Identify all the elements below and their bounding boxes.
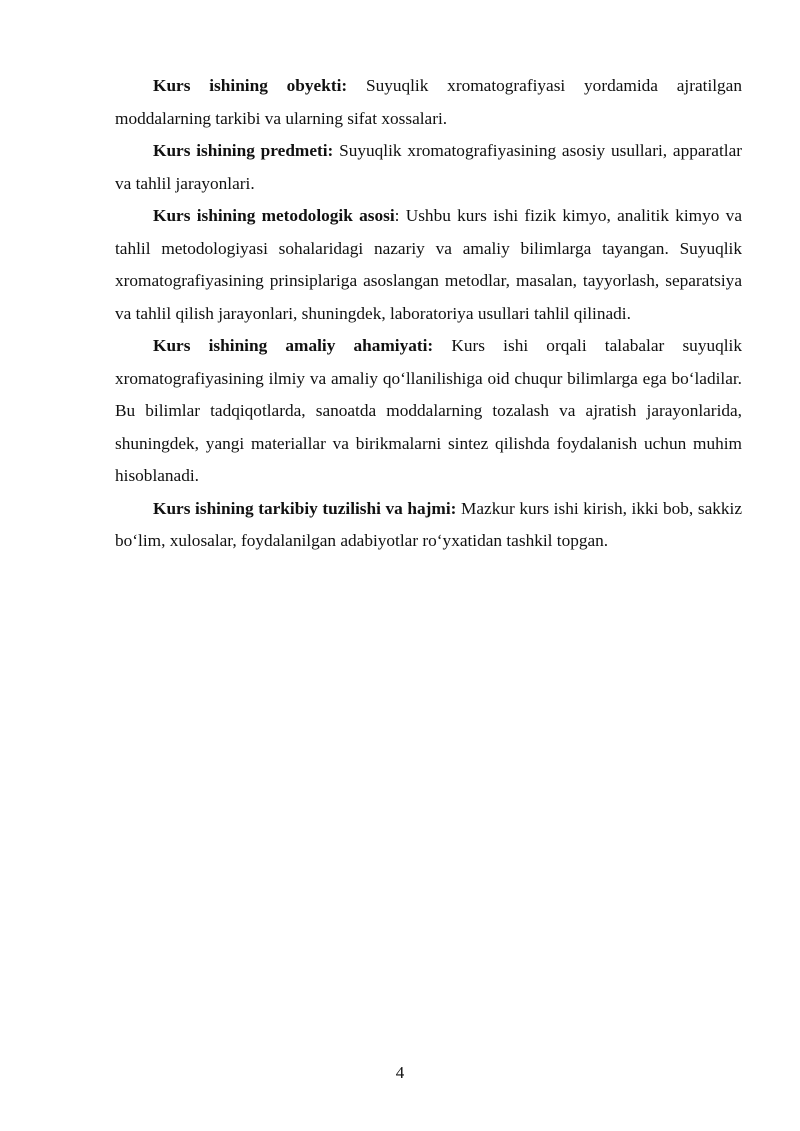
paragraph-text: Suyuqlik xromatografiyasi yordamida ajratilgan moddalarning tarkibi va ularning sifat xossalari. xyxy=(115,76,742,128)
paragraph-structure xyxy=(115,493,742,558)
document-body xyxy=(115,70,742,558)
page-number: 4 xyxy=(395,1063,405,1082)
paragraph-methodology xyxy=(115,200,742,330)
paragraph-practical-significance xyxy=(115,330,742,493)
paragraph-text: Suyuqlik xromatografiyasining asosiy usullari, apparatlar va tahlil jarayonlari. xyxy=(115,141,742,193)
paragraph-label: Kurs ishining predmeti: xyxy=(153,141,334,160)
paragraph-text: Mazkur kurs ishi kirish, ikki bob, sakkiz bo‘lim, xulosalar, foydalanilgan adabiyotlar ro‘yxatidan tashkil topgan. xyxy=(115,498,742,550)
paragraph-label: Kurs ishining obyekti: xyxy=(153,76,348,95)
paragraph-label: Kurs ishining amaliy ahamiyati: xyxy=(153,336,434,355)
paragraph-subject xyxy=(115,135,742,200)
paragraph-text: : Ushbu kurs ishi fizik kimyo, analitik kimyo va tahlil metodologiyasi sohalaridagi nazariy va amaliy bilimlarga tayangan. Suyuqlik xromatografiyasining prinsiplariga asoslangan metodlar, masalan, tayyorlash, separatsiya va tahlil qilish jarayonlari, shuningdek, laboratoriya usullari tahlil qilinadi. xyxy=(115,206,742,323)
paragraph-text: Kurs ishi orqali talabalar suyuqlik xromatografiyasining ilmiy va amaliy qo‘llanilishiga oid chuqur bilimlarga ega bo‘ladilar. Bu bilimlar tadqiqotlarda, sanoatda moddalarning tozalash va ajratish jarayonlarida, shuningdek, yangi materiallar va birikmalarni sintez qilishda foydalanish uchun muhim hisoblanadi. xyxy=(115,336,742,485)
paragraph-object xyxy=(115,70,742,135)
paragraph-label: Kurs ishining metodologik asosi xyxy=(153,206,395,225)
paragraph-label: Kurs ishining tarkibiy tuzilishi va hajmi: xyxy=(153,498,457,518)
